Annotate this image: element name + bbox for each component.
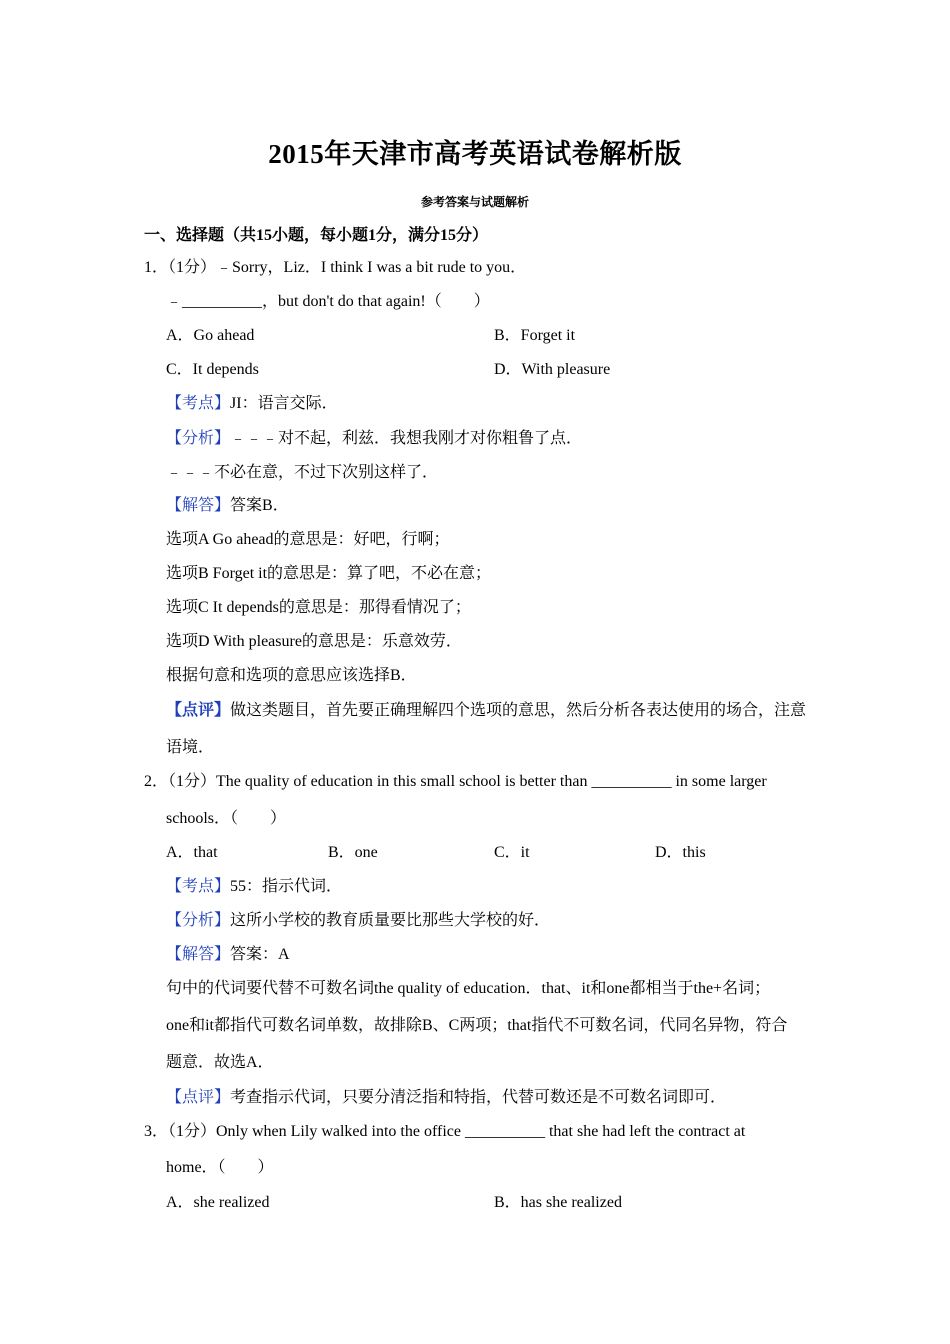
fenxi-label: 【分析】: [166, 912, 231, 929]
q1-explain-d: 选项D With pleasure的意思是：乐意效劳．: [166, 633, 462, 650]
q2-dianping: [166, 1088, 726, 1108]
q2-fenxi-text: 这所小学校的教育质量要比那些大学校的好．: [230, 912, 551, 929]
q2-option-b: B．one: [328, 844, 378, 861]
q2-stem-2: schools．（ ）: [166, 810, 287, 827]
q1-fenxi-text: ﹣﹣﹣对不起，利兹．我想我刚才对你粗鲁了点．: [230, 430, 583, 447]
q2-explain-3: 题意．故选A．: [166, 1054, 274, 1071]
q1-kaodian-text: JI：语言交际．: [230, 395, 338, 412]
q2-option-a: A．that: [166, 844, 218, 861]
q1-stem: 1．（1分）﹣Sorry，Liz．I think I was a bit rude to you．: [144, 259, 527, 276]
q1-option-d: D．With pleasure: [494, 361, 611, 378]
q2-explain-2: one和it都指代可数名词单数，故排除B、C两项；that指代不可数名词，代同名异物，符合: [166, 1017, 788, 1034]
q1-fenxi-2: ﹣﹣﹣不必在意，不过下次别这样了．: [166, 464, 439, 481]
q1-option-c: C．It depends: [166, 361, 259, 378]
q1-explain-c: 选项C It depends的意思是：那得看情况了；: [166, 599, 471, 616]
section-heading: 一、选择题（共15小题，每小题1分，满分15分）: [144, 227, 489, 244]
q2-option-c: C．it: [494, 844, 530, 861]
q1-option-b: B．Forget it: [494, 327, 576, 344]
q2-explain-1: 句中的代词要代替不可数名词the quality of education．that、it和one都相当于the+名词；: [166, 980, 771, 997]
q2-kaodian-text: 55：指示代词．: [230, 878, 343, 895]
q1-jieda: [166, 496, 289, 516]
q2-jieda: [166, 945, 290, 965]
fenxi-label: 【分析】: [166, 430, 231, 447]
q1-dianping: [166, 701, 806, 721]
q3-option-b: B．has she realized: [494, 1194, 622, 1211]
q1-conclusion: 根据句意和选项的意思应该选择B．: [166, 667, 417, 684]
q1-fenxi: [166, 429, 582, 449]
kaodian-label: 【考点】: [166, 878, 231, 895]
q1-explain-a: 选项A Go ahead的意思是：好吧，行啊；: [166, 531, 450, 548]
jieda-label: 【解答】: [166, 497, 231, 514]
q3-stem: 3．（1分）Only when Lily walked into the office __________ that she had left the contract at: [144, 1123, 746, 1140]
page-subtitle: 参考答案与试题解析: [420, 195, 529, 209]
q2-kaodian: [166, 877, 342, 897]
q2-stem: 2．（1分）The quality of education in this small school is better than __________ in some larger: [144, 773, 767, 790]
dianping-label: 【点评】: [166, 1089, 231, 1106]
q3-stem-2: home．（ ）: [166, 1159, 274, 1176]
dianping-label: 【点评】: [166, 702, 231, 719]
q1-dianping-text: 做这类题目，首先要正确理解四个选项的意思，然后分析各表达使用的场合，注意: [230, 702, 807, 719]
q1-explain-b: 选项B Forget it的意思是：算了吧，不必在意；: [166, 565, 492, 582]
kaodian-label: 【考点】: [166, 395, 231, 412]
q1-option-a: A．Go ahead: [166, 327, 255, 344]
q1-jieda-text: 答案B．: [230, 497, 289, 514]
page-title: 2015年天津市高考英语试卷解析版: [268, 139, 682, 169]
q1-stem-2: ﹣__________，but don't do that again!（ ）: [166, 293, 490, 310]
q2-dianping-text: 考查指示代词，只要分清泛指和特指，代替可数还是不可数名词即可．: [230, 1089, 727, 1106]
q3-option-a: A．she realized: [166, 1194, 270, 1211]
q1-dianping-2: 语境．: [166, 739, 215, 756]
q1-kaodian: [166, 394, 338, 414]
jieda-label: 【解答】: [166, 946, 231, 963]
q2-fenxi: [166, 911, 550, 931]
q2-jieda-text: 答案：A: [230, 946, 290, 963]
q2-option-d: D．this: [655, 844, 706, 861]
